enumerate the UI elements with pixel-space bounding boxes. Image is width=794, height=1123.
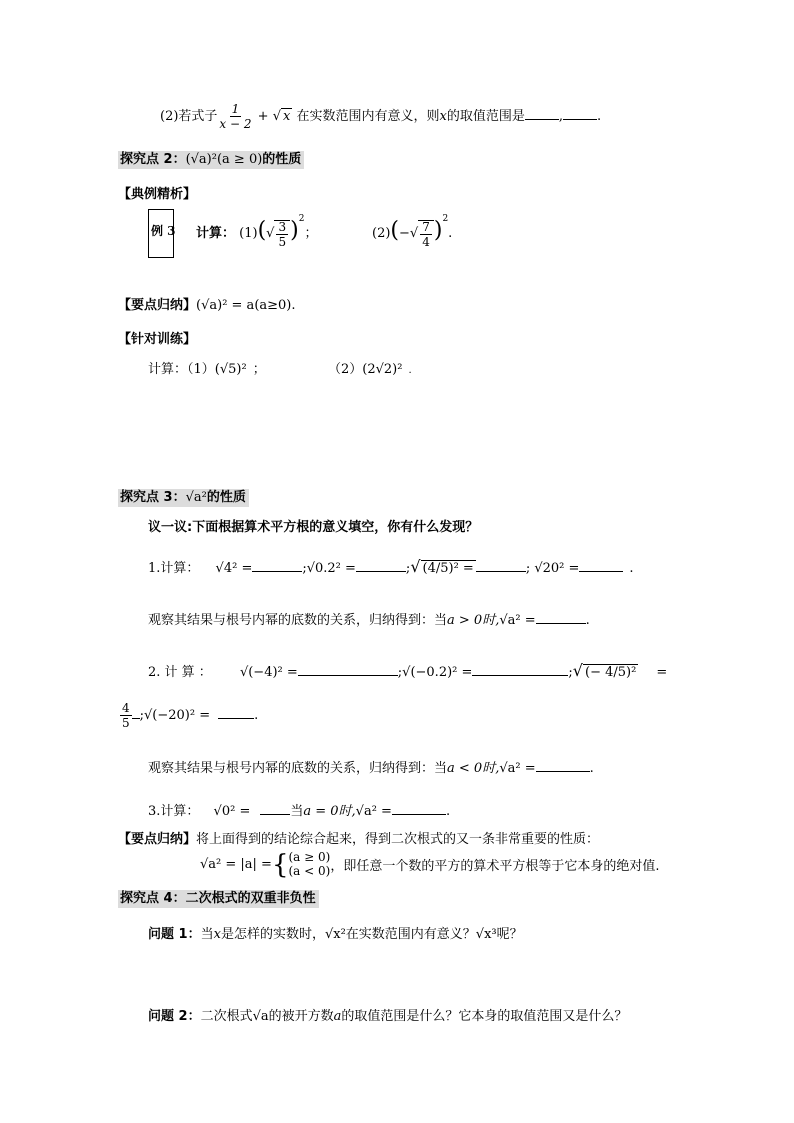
obs1-end: . xyxy=(585,613,590,628)
sec2-label: 探究点 2： xyxy=(120,152,186,167)
sec4-title: 二次根式的双重非负性 xyxy=(185,891,316,906)
item2-cont-frac xyxy=(120,702,132,729)
q1-text2: 是怎样的实数时， xyxy=(220,927,325,942)
q2-answer-blank-1[interactable] xyxy=(525,107,559,120)
item3-blank-a[interactable] xyxy=(260,802,290,815)
paren-open: ( xyxy=(257,218,267,243)
item1-b: ;√0.2² = xyxy=(302,561,356,576)
sec3-summary-text: 将上面得到的结论综合起来，得到二次根式的又一条非常重要的性质： xyxy=(196,832,600,847)
obs2-blank[interactable] xyxy=(536,759,590,772)
q2-var: a xyxy=(333,1009,342,1024)
sec2-train-heading: 【针对训练】 xyxy=(118,332,197,347)
sec3-obs2 xyxy=(148,757,594,776)
item2-blank-d[interactable] xyxy=(218,706,254,719)
sec2-summary xyxy=(118,294,296,313)
q1-expr2: √x³ xyxy=(475,927,497,942)
paren-close: ) xyxy=(433,218,443,243)
example3-part1: (1) xyxy=(239,226,258,241)
obs2-end: . xyxy=(589,761,594,776)
item2-end: . xyxy=(254,708,259,723)
item1-c-expr: (4/5)² = xyxy=(422,561,474,576)
sec3-label: 探究点 3： xyxy=(120,490,186,505)
sec3-obs1 xyxy=(148,609,590,628)
obs2-text: 观察其结果与根号内幂的底数的关系，归纳得到：当 xyxy=(148,761,448,776)
obs1-blank[interactable] xyxy=(536,611,586,624)
q2-text: 二次根式 xyxy=(200,1009,253,1024)
sec3-item1 xyxy=(148,557,634,576)
sec4-label: 探究点 4： xyxy=(120,891,186,906)
sq-sup: 2 xyxy=(442,214,449,224)
sec3-summary xyxy=(118,828,599,847)
brace-icon: { xyxy=(271,849,289,880)
obs2-expr: √a² = xyxy=(499,761,536,776)
sec2-formula: (√a)²(a ≥ 0) xyxy=(185,152,263,167)
item2-d: ;√(−20)² = xyxy=(139,708,211,723)
example3-part2-line: (2)(−√ $\frac{7}{4}$ )$^2$. xyxy=(372,214,453,249)
sec2-typical-heading: 【典例精析】 xyxy=(118,187,197,202)
q2-sep: , xyxy=(558,109,563,124)
q2-sqrt-arg: x xyxy=(283,109,291,124)
example3-p1-end: ； xyxy=(304,226,318,241)
item3-a: √0² = xyxy=(213,804,251,819)
q2-suffix2: 的取值范围是 xyxy=(446,109,525,124)
sec3-header xyxy=(118,486,249,505)
item1-blank-c[interactable] xyxy=(476,559,526,572)
item2-cont-num: 4 xyxy=(122,701,130,715)
abs-cases xyxy=(289,851,331,879)
example3-p1-num: 3 xyxy=(278,219,287,234)
item3-label: 3.计算： xyxy=(148,804,200,819)
sec3-summary-label: 【要点归纳】 xyxy=(118,832,197,847)
item3-expr: √a² = xyxy=(355,804,392,819)
paren-open: ( xyxy=(390,218,400,243)
train-item1: （1）(√5)² xyxy=(187,362,247,377)
q2-var: x xyxy=(439,109,447,124)
q2-suffix: 在实数范围内有意义，则 xyxy=(296,109,440,124)
example3-p1-den: 5 xyxy=(278,234,287,249)
item2-c: ; xyxy=(568,665,573,680)
sec3-header-highlight xyxy=(118,489,249,507)
sec4-header xyxy=(118,887,319,906)
sqrt-sign: √ xyxy=(410,557,421,576)
sec2-train-line2 xyxy=(328,358,412,377)
q1-expr: √x² xyxy=(324,927,346,942)
obs2-cond: a < 0时, xyxy=(447,761,500,776)
q1-text: 当 xyxy=(200,927,214,942)
sec2-tail: 的性质 xyxy=(262,152,302,167)
case1: (a ≥ 0) xyxy=(288,850,331,864)
sqrt-sign: √ xyxy=(572,661,583,680)
train-calc-label: 计算： xyxy=(148,362,188,377)
item1-blank-b[interactable] xyxy=(356,559,406,572)
q1-end: 呢？ xyxy=(496,927,523,942)
sq-sup: 2 xyxy=(298,214,305,224)
sec3-formula-line xyxy=(200,851,659,879)
example3-p1-frac xyxy=(274,220,290,248)
item2-blank-b[interactable] xyxy=(472,663,568,676)
item1-label: 1.计算： xyxy=(148,561,200,576)
sec2-train-line xyxy=(148,358,266,377)
abs-formula-tail: ，即任意一个数的平方的算术平方根等于它本身的绝对值. xyxy=(330,859,660,875)
train-item1-end: ； xyxy=(252,362,266,377)
q2-text2: 的被开方数 xyxy=(268,1009,334,1024)
q2-label: 问题 2： xyxy=(148,1009,201,1024)
sec2-summary-label: 【要点归纳】 xyxy=(118,298,197,313)
sec2-header-highlight xyxy=(118,151,304,169)
sec3-item3 xyxy=(148,800,450,819)
q2-answer-blank-2[interactable] xyxy=(563,107,597,120)
example3-p2-end: . xyxy=(448,226,453,241)
item2-cont-blank[interactable] xyxy=(132,706,140,719)
example3-p2-den: 4 xyxy=(422,234,430,249)
q2-sqrt: √ x xyxy=(272,109,291,124)
q1-text3: 在实数范围内有意义？ xyxy=(345,927,476,942)
example3-calc-label: 计算： xyxy=(196,226,236,241)
item2-a: √(−4)² = xyxy=(239,665,298,680)
sec4-q2 xyxy=(148,1005,627,1024)
sec2-header xyxy=(118,148,304,167)
q2-end: . xyxy=(597,109,602,124)
item3-blank-b[interactable] xyxy=(392,802,446,815)
item2-blank-a[interactable] xyxy=(298,663,398,676)
q2-prefix: (2)若式子 xyxy=(160,109,218,124)
case2: (a < 0) xyxy=(288,863,331,878)
item2-b: ;√(−0.2)² = xyxy=(397,665,473,680)
sec2-summary-text: (√a)² = a(a≥0). xyxy=(196,298,296,313)
item1-end: . xyxy=(629,561,634,576)
item1-c: ; xyxy=(405,561,411,576)
sec3-tail: 的性质 xyxy=(206,490,246,505)
example3-p2-frac xyxy=(418,220,434,248)
obs1-cond: a > 0时, xyxy=(447,613,500,628)
sec3-formula: √a² xyxy=(185,490,207,505)
sec4-header-highlight xyxy=(118,890,319,908)
item3-cond: a = 0时, xyxy=(303,804,356,819)
example3-part2: (2) xyxy=(372,226,391,241)
example3-box xyxy=(148,209,174,258)
q2-line xyxy=(160,103,601,130)
item2-c-expr: (− 4/5)² xyxy=(585,665,637,680)
item2-cont-den: 5 xyxy=(122,716,130,730)
item3-b: 当 xyxy=(290,804,304,819)
sec3-item2 xyxy=(148,661,667,680)
train-item2-end: . xyxy=(408,365,412,376)
sec4-q1 xyxy=(148,923,523,942)
item2-label: 2. 计 算 ： xyxy=(148,665,212,680)
q2-fraction xyxy=(217,103,253,130)
q2-frac-den: x − 2 xyxy=(219,117,252,131)
abs-formula-lhs: √a² = |a| = xyxy=(200,857,272,873)
train-item2: （2）(2√2)² xyxy=(328,362,403,377)
sec3-item2-cont xyxy=(120,702,258,729)
q2-frac-num: 1 xyxy=(231,102,240,116)
q1-label: 问题 1： xyxy=(148,927,201,942)
example3-calc: 计算： (1)(√ $\frac{3}{5}$ )$^2$； xyxy=(196,214,318,249)
item1-blank-a[interactable] xyxy=(252,559,302,572)
q2-text3: 的取值范围是什么？它本身的取值范围又是什么？ xyxy=(341,1009,628,1024)
q2-plus: + xyxy=(257,109,269,124)
q2-expr: √a xyxy=(252,1009,269,1024)
item1-d: ; √20² = xyxy=(525,561,580,576)
obs1-text: 观察其结果与根号内幂的底数的关系，归纳得到：当 xyxy=(148,613,448,628)
q1-var: x xyxy=(213,927,221,942)
discuss-text: 议一议:下面根据算术平方根的意义填空，你有什么发现？ xyxy=(148,520,479,535)
obs1-expr: √a² = xyxy=(499,613,536,628)
item3-end: . xyxy=(445,804,451,819)
paren-close: ) xyxy=(290,218,299,243)
item1-a: √4² = xyxy=(215,561,253,576)
example3-label: 例 3 xyxy=(151,224,176,238)
item1-blank-d[interactable] xyxy=(579,559,623,572)
sec3-discuss xyxy=(148,516,478,535)
example3-p2-num: 7 xyxy=(422,219,430,234)
item2-eq: = xyxy=(656,665,668,680)
